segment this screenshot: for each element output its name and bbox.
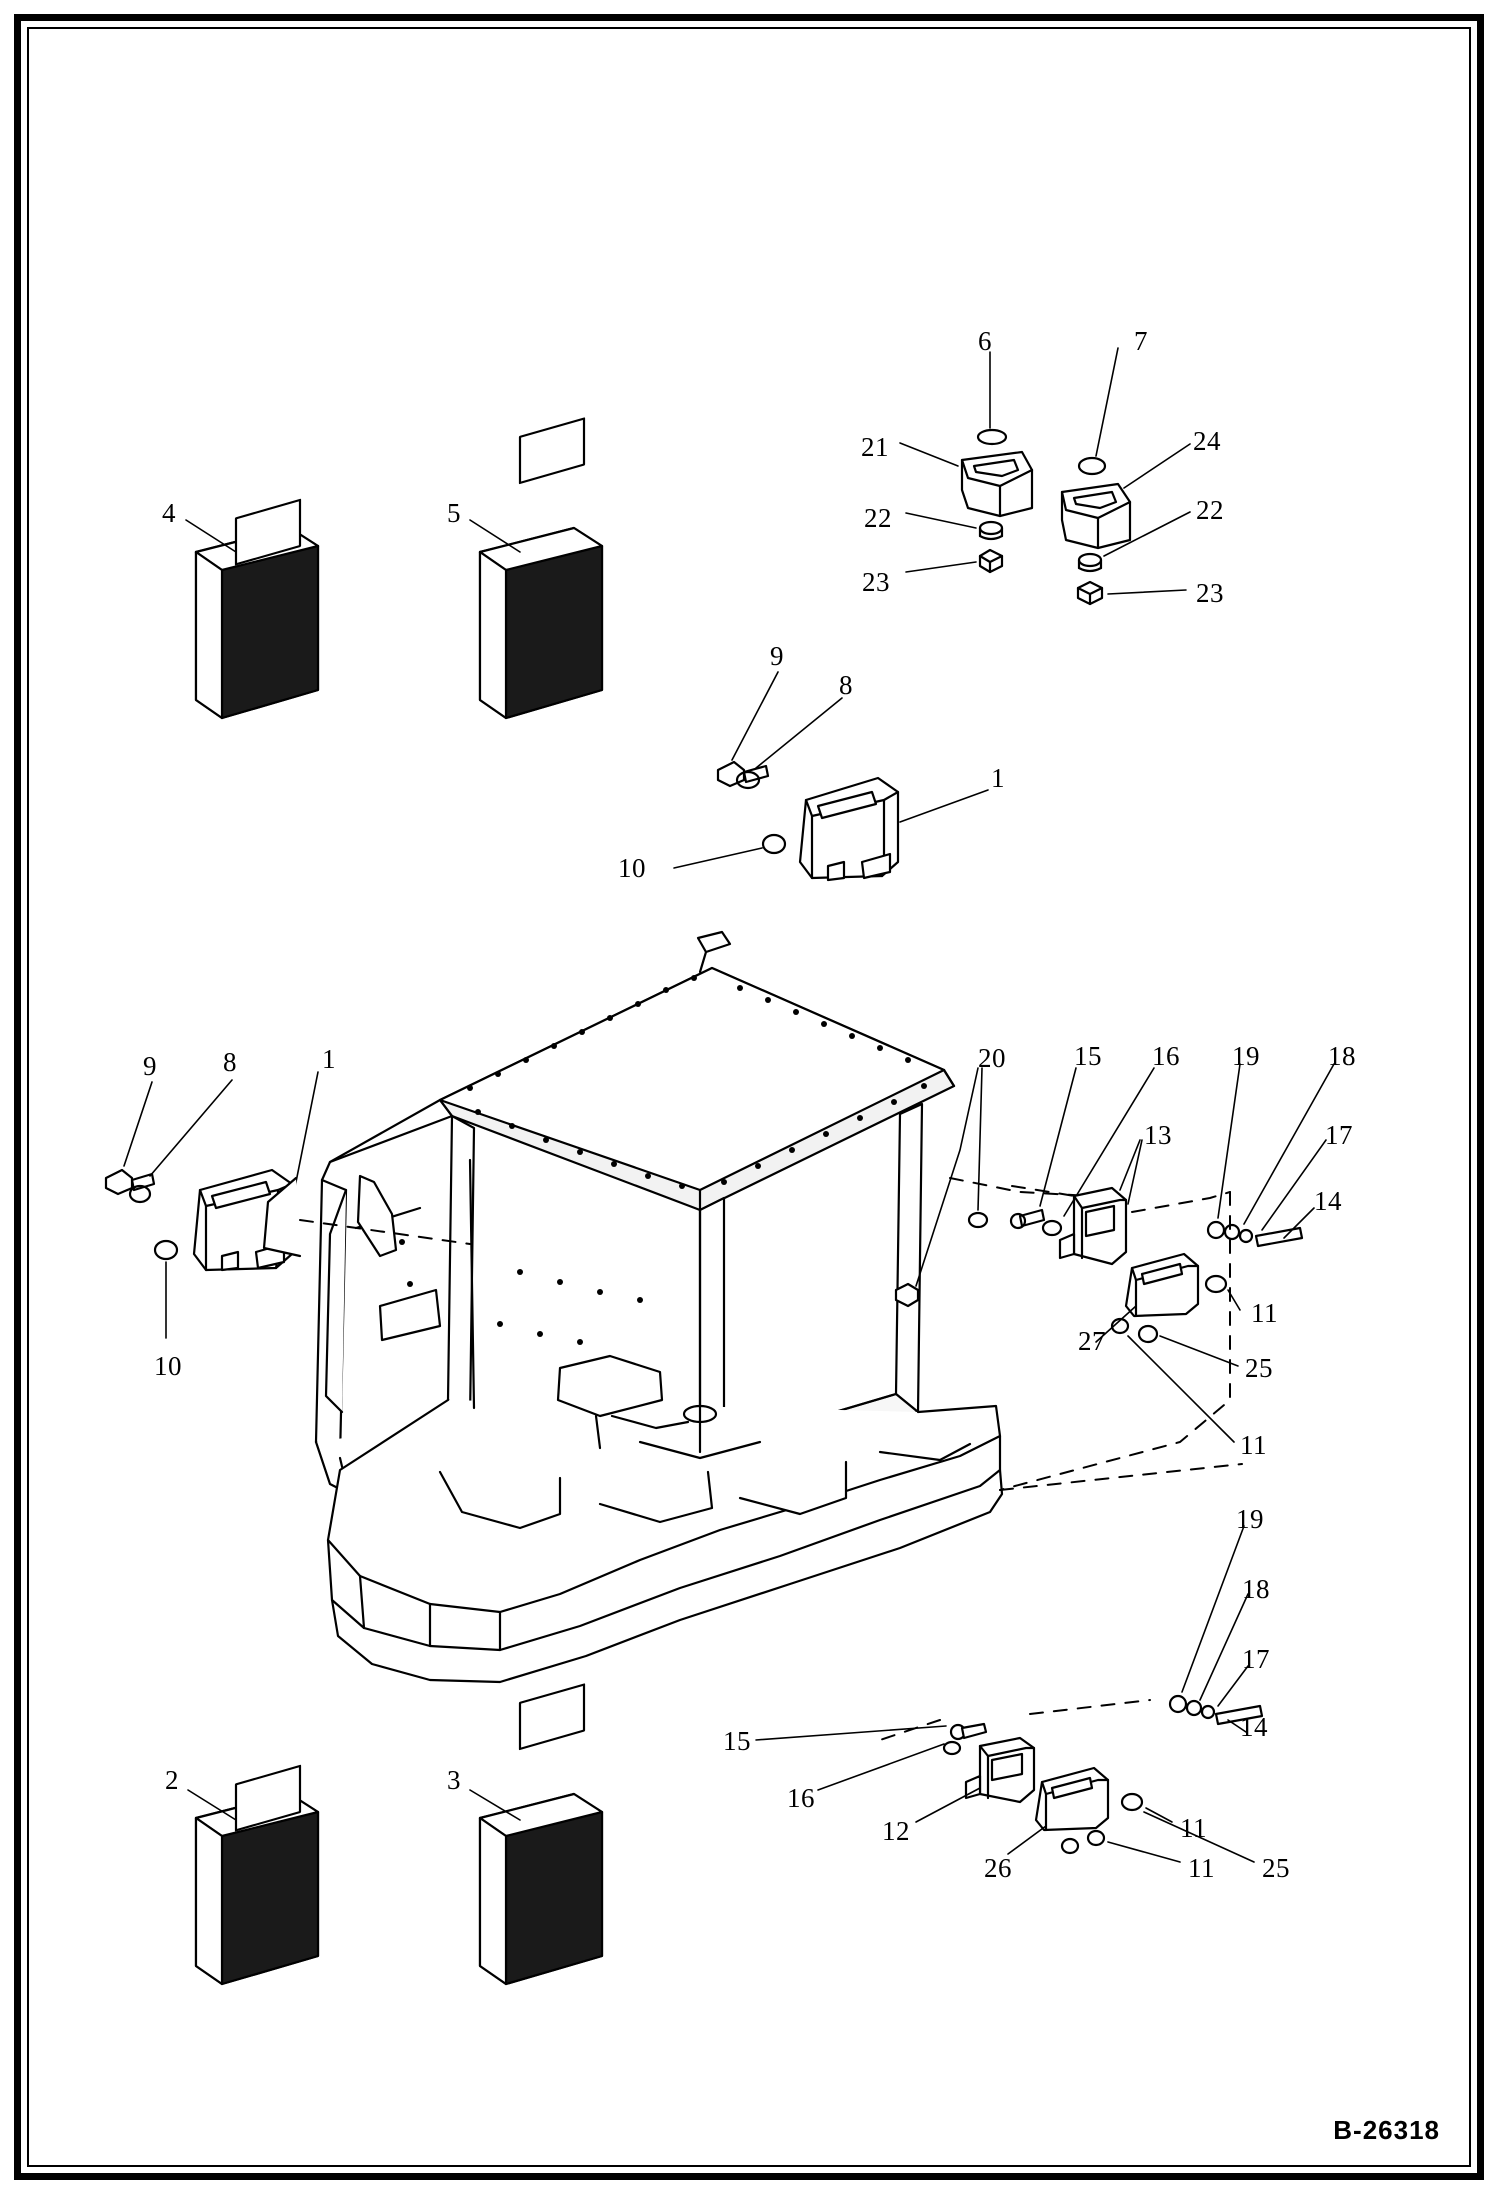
- callout-number: 9: [770, 641, 784, 671]
- callout-number: 21: [861, 432, 889, 462]
- callout-number: 23: [862, 567, 890, 597]
- callout-number: 15: [723, 1726, 751, 1756]
- callout-number: 19: [1232, 1041, 1260, 1071]
- callout-number: 18: [1328, 1041, 1356, 1071]
- callout-number: 17: [1242, 1644, 1270, 1674]
- callout-number: 16: [1152, 1041, 1180, 1071]
- callout-number: 20: [978, 1043, 1006, 1073]
- callout-number: 24: [1193, 426, 1221, 456]
- callout-number: 27: [1078, 1326, 1106, 1356]
- callout-number: 10: [154, 1351, 182, 1381]
- callout-number: 5: [447, 498, 461, 528]
- callout-number: 22: [864, 503, 892, 533]
- drawing-code: B-26318: [1333, 2115, 1440, 2145]
- callout-number: 11: [1240, 1430, 1267, 1460]
- callout-number: 2: [165, 1765, 179, 1795]
- callout-number: 10: [618, 853, 646, 883]
- callout-number: 1: [322, 1044, 336, 1074]
- callout-number: 11: [1188, 1853, 1215, 1883]
- callout-number: 14: [1314, 1186, 1342, 1216]
- part-6-cap: [978, 430, 1006, 444]
- callout-number: 11: [1251, 1298, 1278, 1328]
- callout-number: 25: [1245, 1353, 1273, 1383]
- callout-number: 8: [223, 1047, 237, 1077]
- callout-number: 1: [991, 763, 1005, 793]
- callout-number: 8: [839, 670, 853, 700]
- callout-number: 3: [447, 1765, 461, 1795]
- callout-number: 17: [1325, 1120, 1353, 1150]
- callout-number: 26: [984, 1853, 1012, 1883]
- callout-number: 7: [1134, 326, 1148, 356]
- callout-number: 25: [1262, 1853, 1290, 1883]
- callout-number: 16: [787, 1783, 815, 1813]
- callout-number: 12: [882, 1816, 910, 1846]
- callout-number: 22: [1196, 495, 1224, 525]
- callout-number: 6: [978, 326, 992, 356]
- callout-number: 11: [1180, 1813, 1207, 1843]
- callout-number: 15: [1074, 1041, 1102, 1071]
- callout-number: 18: [1242, 1574, 1270, 1604]
- callout-number: 4: [162, 498, 176, 528]
- callout-number: 23: [1196, 578, 1224, 608]
- callout-number: 13: [1144, 1120, 1172, 1150]
- callout-number: 19: [1236, 1504, 1264, 1534]
- callout-number: 9: [143, 1051, 157, 1081]
- callout-number: 14: [1240, 1712, 1268, 1742]
